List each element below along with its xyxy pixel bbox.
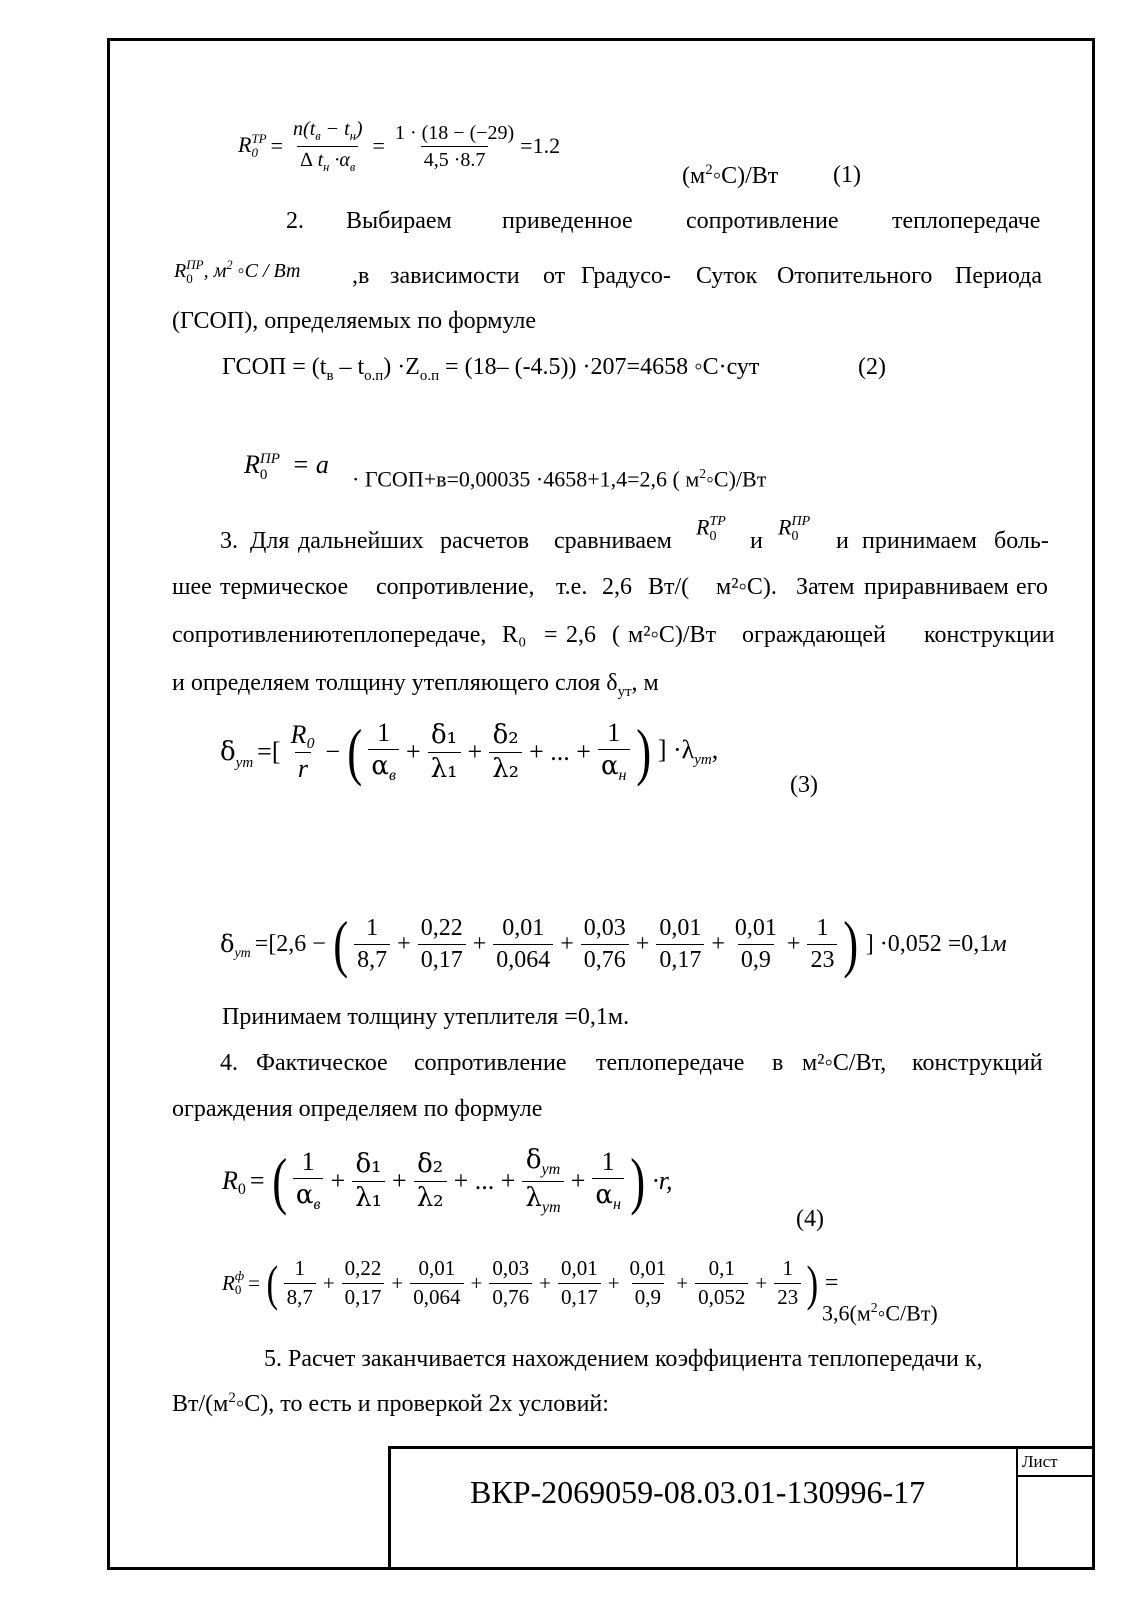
sheet-number-cell [1016,1477,1095,1570]
eq3-calc-plus: + [635,930,650,957]
p5-line-2: $Вт/(м^2◦С)$, то есть и проверкой 2х условий: [172,1390,609,1417]
eq3-calc-denominator: 0,9 [738,944,774,973]
eq1-fraction-2: $\frac{1 \cdot (18 - (-29)}{4,5 \cdot 8.7}$ [394,121,515,171]
eq4-calc-result: $3,6(м^2◦С/Вт)$ [822,1300,938,1326]
eq4-calc-fraction [695,1257,748,1308]
eq4-calc-fraction [774,1257,801,1308]
eq3-calc-numerator: 1 [366,915,379,942]
eq4-calc-numerator: 0,1 [708,1256,735,1281]
eq4-calc-denominator: 0,17 [342,1283,385,1309]
eq4-calc-plus: + [676,1270,689,1295]
eq4-calc-fraction [284,1257,316,1308]
eq4-calc-plus: + [539,1270,551,1295]
eq1-number: (1) [833,162,861,188]
eq2-number: (2) [858,354,886,380]
eq3-frac-r: $\frac{\text{R₀}}{r}$ [290,719,316,783]
eq3-calc-denominator: 0,064 [493,944,553,973]
p3-r0-tr: R ТР 0 [696,514,726,545]
p-accept: Принимаем толщину утеплителя =0,1м. [222,1004,630,1030]
eq4-calc-denominator: 8,7 [284,1283,316,1309]
p4-line-2: ограждения определяем по формуле [172,1096,543,1122]
eq4-calc-denominator: 0,76 [489,1283,532,1309]
eq1-equals-2: = [372,133,385,159]
eq4-calc-numerator: 0,03 [492,1256,530,1281]
eq3-calc-plus: + [711,930,725,957]
equation-2: ГСОП = $(t_в - t_{о.п}) \cdot Z_{о.п} = (18-$ (-4.5)) ·207=4658 ◦С·сут [222,354,760,384]
eq3-calc-plus: + [560,930,574,957]
equation-3: δ $_{ут}$ =[ $\frac{\text{R₀}}{r}$ − ( $\frac{1}{\alpha_в}$ + $\frac{\text{δ₁}}{\text{λ₁}}$ + $\frac{\text{δ₂}}{\text{λ₂}}$ + ... + $\frac{1}{\alpha_н}$ ) ] $\cdot\lambda_{ут}$, [220,716,719,787]
p2-line-1: 2. Выбираем приведенное сопротивление теплопередаче [286,208,1041,234]
p2-line-2: ,в зависимости от Градусо- Суток Отопительного Периода [352,263,1042,289]
eq3-calc-fraction [418,915,466,973]
eq3-calc-denominator: 23 [807,944,837,973]
eq4-calc-fraction [410,1257,463,1308]
eq3-calc-fraction [807,915,837,973]
p2-line-3: (ГСОП), определяемых по формуле [172,308,537,334]
eq3-calc-denominator: 8,7 [354,944,390,973]
eq4-calc-plus: + [470,1270,483,1295]
eq4-calc-fraction [627,1257,670,1308]
eq3-frac-3: $\frac{\text{δ₂}}{\text{λ₂}}$ [489,721,522,783]
sheet-label: Лист [1022,1452,1058,1471]
eq4-calc-denominator: 0,17 [558,1283,601,1309]
eq4-calc-numerator: 1 [782,1256,793,1281]
eq4-calc-denominator: 23 [774,1283,801,1309]
eq3-calc-fraction [493,915,553,973]
equation-rpr-rest: · ГСОП+в=0,00035 ·4658+1,4=2,6 ( $м^2◦С)/Вт$ [352,466,767,492]
eq3-frac-1: $\frac{1}{\alpha_в}$ [368,719,399,786]
eq3-calc-fraction [354,915,390,973]
eq4-frac-2: $\frac{\text{δ₁}}{\text{λ₁}}$ [352,1150,385,1212]
eq4-calc-plus: + [607,1270,620,1295]
document-code: ВКР-2069059-08.03.01-130996-17 [470,1474,926,1510]
eq3-calc-numerator: 0,01 [659,915,702,942]
eq4-calc-plus: + [322,1270,335,1295]
eq3-calc-fraction [581,915,629,973]
p3-line-2: шее термическое сопротивление, т.е. 2,6 Вт/( м²◦С). Затем приравниваем его [172,574,1048,600]
eq3-calc-plus: + [397,930,411,957]
eq3-calc-numerator: 0,01 [502,915,545,942]
p3-line-4: и определяем толщину утепляющего слоя $\delta_{ут}$, м [172,670,659,700]
eq3-calc-denominator: 0,76 [581,944,629,973]
eq4-calc-numerator: 0,01 [629,1256,667,1281]
eq4-calc-numerator: 0,22 [344,1256,382,1281]
eq1-result: =1.2 [520,133,561,159]
eq1-fraction-1: $\frac{n(t_в - t_н)}{\Delta t_н \cdot\alpha_в}$ [293,118,363,174]
eq4-frac-4: $\frac{\delta_{ут}}{\lambda_{ут}}$ [522,1146,563,1217]
eq3-calc-fraction [732,915,780,973]
eq4-calc-fraction [489,1257,532,1308]
equation-1 [238,118,560,174]
p3-line-1: 3. Для дальнейших расчетов сравниваем и и принимаем боль- [220,528,1049,554]
eq4-calc-numerator: 0,01 [418,1256,456,1281]
p3-r0-pr: R ПР 0 [778,514,811,545]
eq4-calc-fraction [558,1257,601,1308]
p4-line-1: 4. Фактическое сопротивление теплопередаче в м²◦С/Вт, конструкций [220,1050,1043,1076]
p5-line-1: 5. Расчет заканчивается нахождением коэффициента теплопередачи к, [264,1346,983,1372]
eq4-calc-numerator: 0,01 [560,1256,598,1281]
eq4-frac-1: $\frac{1}{\alpha_в}$ [293,1148,324,1215]
eq3-paren-left: ( [347,716,363,787]
eq4-calc-denominator: 0,064 [410,1283,463,1309]
eq4-frac-5: $\frac{1}{\alpha_н}$ [592,1148,624,1215]
eq3-calc-numerator: 1 [816,915,829,942]
eq4-calc-numerator: 1 [294,1256,305,1281]
eq4-calc-fraction [342,1257,385,1308]
eq4-frac-3: $\frac{\text{δ₂}}{\text{λ₂}}$ [414,1150,447,1212]
eq3-calc-numerator: 0,03 [583,915,626,942]
eq3-calc-denominator: 0,17 [418,944,466,973]
equation-4-calc: R ф 0 = ( $\frac{1}{8,7}$ + $\frac{0,22}{0,17}$ + $\frac{0,01}{0,064}$ + $\frac{0,03}{0,76}$ + $\frac{0,01}{0,17}$ + $\frac{0,01}{0,9}$ + $\frac{0,1}{0,052}$ + $\frac{1}{23}$ ) = [222,1255,839,1311]
p3-line-3: сопротивлению теплопередаче, R₀ = 2,6 ( м²◦С)/Вт ограждающей конструкции [172,622,1055,648]
eq3-calc-plus: + [472,930,487,957]
eq3-paren-right: ) [635,716,651,787]
eq3-calc-numerator: 0,22 [420,915,463,942]
eq3-calc-plus: + [786,930,801,957]
eq4-calc-denominator: 0,9 [632,1283,664,1309]
eq4-number: (4) [796,1206,824,1232]
eq1-equals: = [270,133,284,159]
eq1-lhs-sup: ТР [251,131,267,147]
eq4-calc-plus: + [755,1270,768,1295]
eq1-lhs: R [238,131,252,157]
p2-line-2-math: R ПР 0 , $м^2$ ◦С / Вт [174,257,301,287]
eq4-calc-fractions [281,1257,805,1308]
eq3-calc-fractions [351,915,840,973]
eq3-calc-denominator: 0,17 [656,944,704,973]
equation-4: R $_0$ = ( $\frac{1}{\alpha_в}$ + $\frac{\text{δ₁}}{\text{λ₁}}$ + $\frac{\text{δ₂}}{\text{λ₂}}$ + ... + $\frac{\delta_{ут}}{\lambda_{ут}}$ + $\frac{1}{\alpha_н}$ ) ·r, [222,1144,673,1216]
eq3-frac-4: $\frac{1}{\alpha_н}$ [598,719,630,786]
eq4-calc-denominator: 0,052 [695,1283,748,1309]
eq3-calc-numerator: 0,01 [734,915,777,942]
eq3-calc-fraction [656,915,704,973]
eq4-calc-plus: + [391,1270,404,1295]
eq3-frac-2: $\frac{\text{δ₁}}{\text{λ₁}}$ [428,721,461,783]
eq1-units: $(м^2◦С)/Вт$ [682,162,779,189]
eq1-lhs-sub: 0 [251,145,258,161]
equation-rpr: R ПР 0 = a [244,450,329,484]
equation-3-calc: δ $_{ут}$ =[2,6 − ( $\frac{1}{8,7}$ + $\frac{0,22}{0,17}$ + $\frac{0,01}{0,064}$ + $\frac{0,03}{0,76}$ + $\frac{0,01}{0,17}$ + $\frac{0,01}{0,9}$ + $\frac{1}{23}$ ) ] ·0,052 =0,1м [220,908,1007,979]
eq3-number: (3) [790,772,818,798]
